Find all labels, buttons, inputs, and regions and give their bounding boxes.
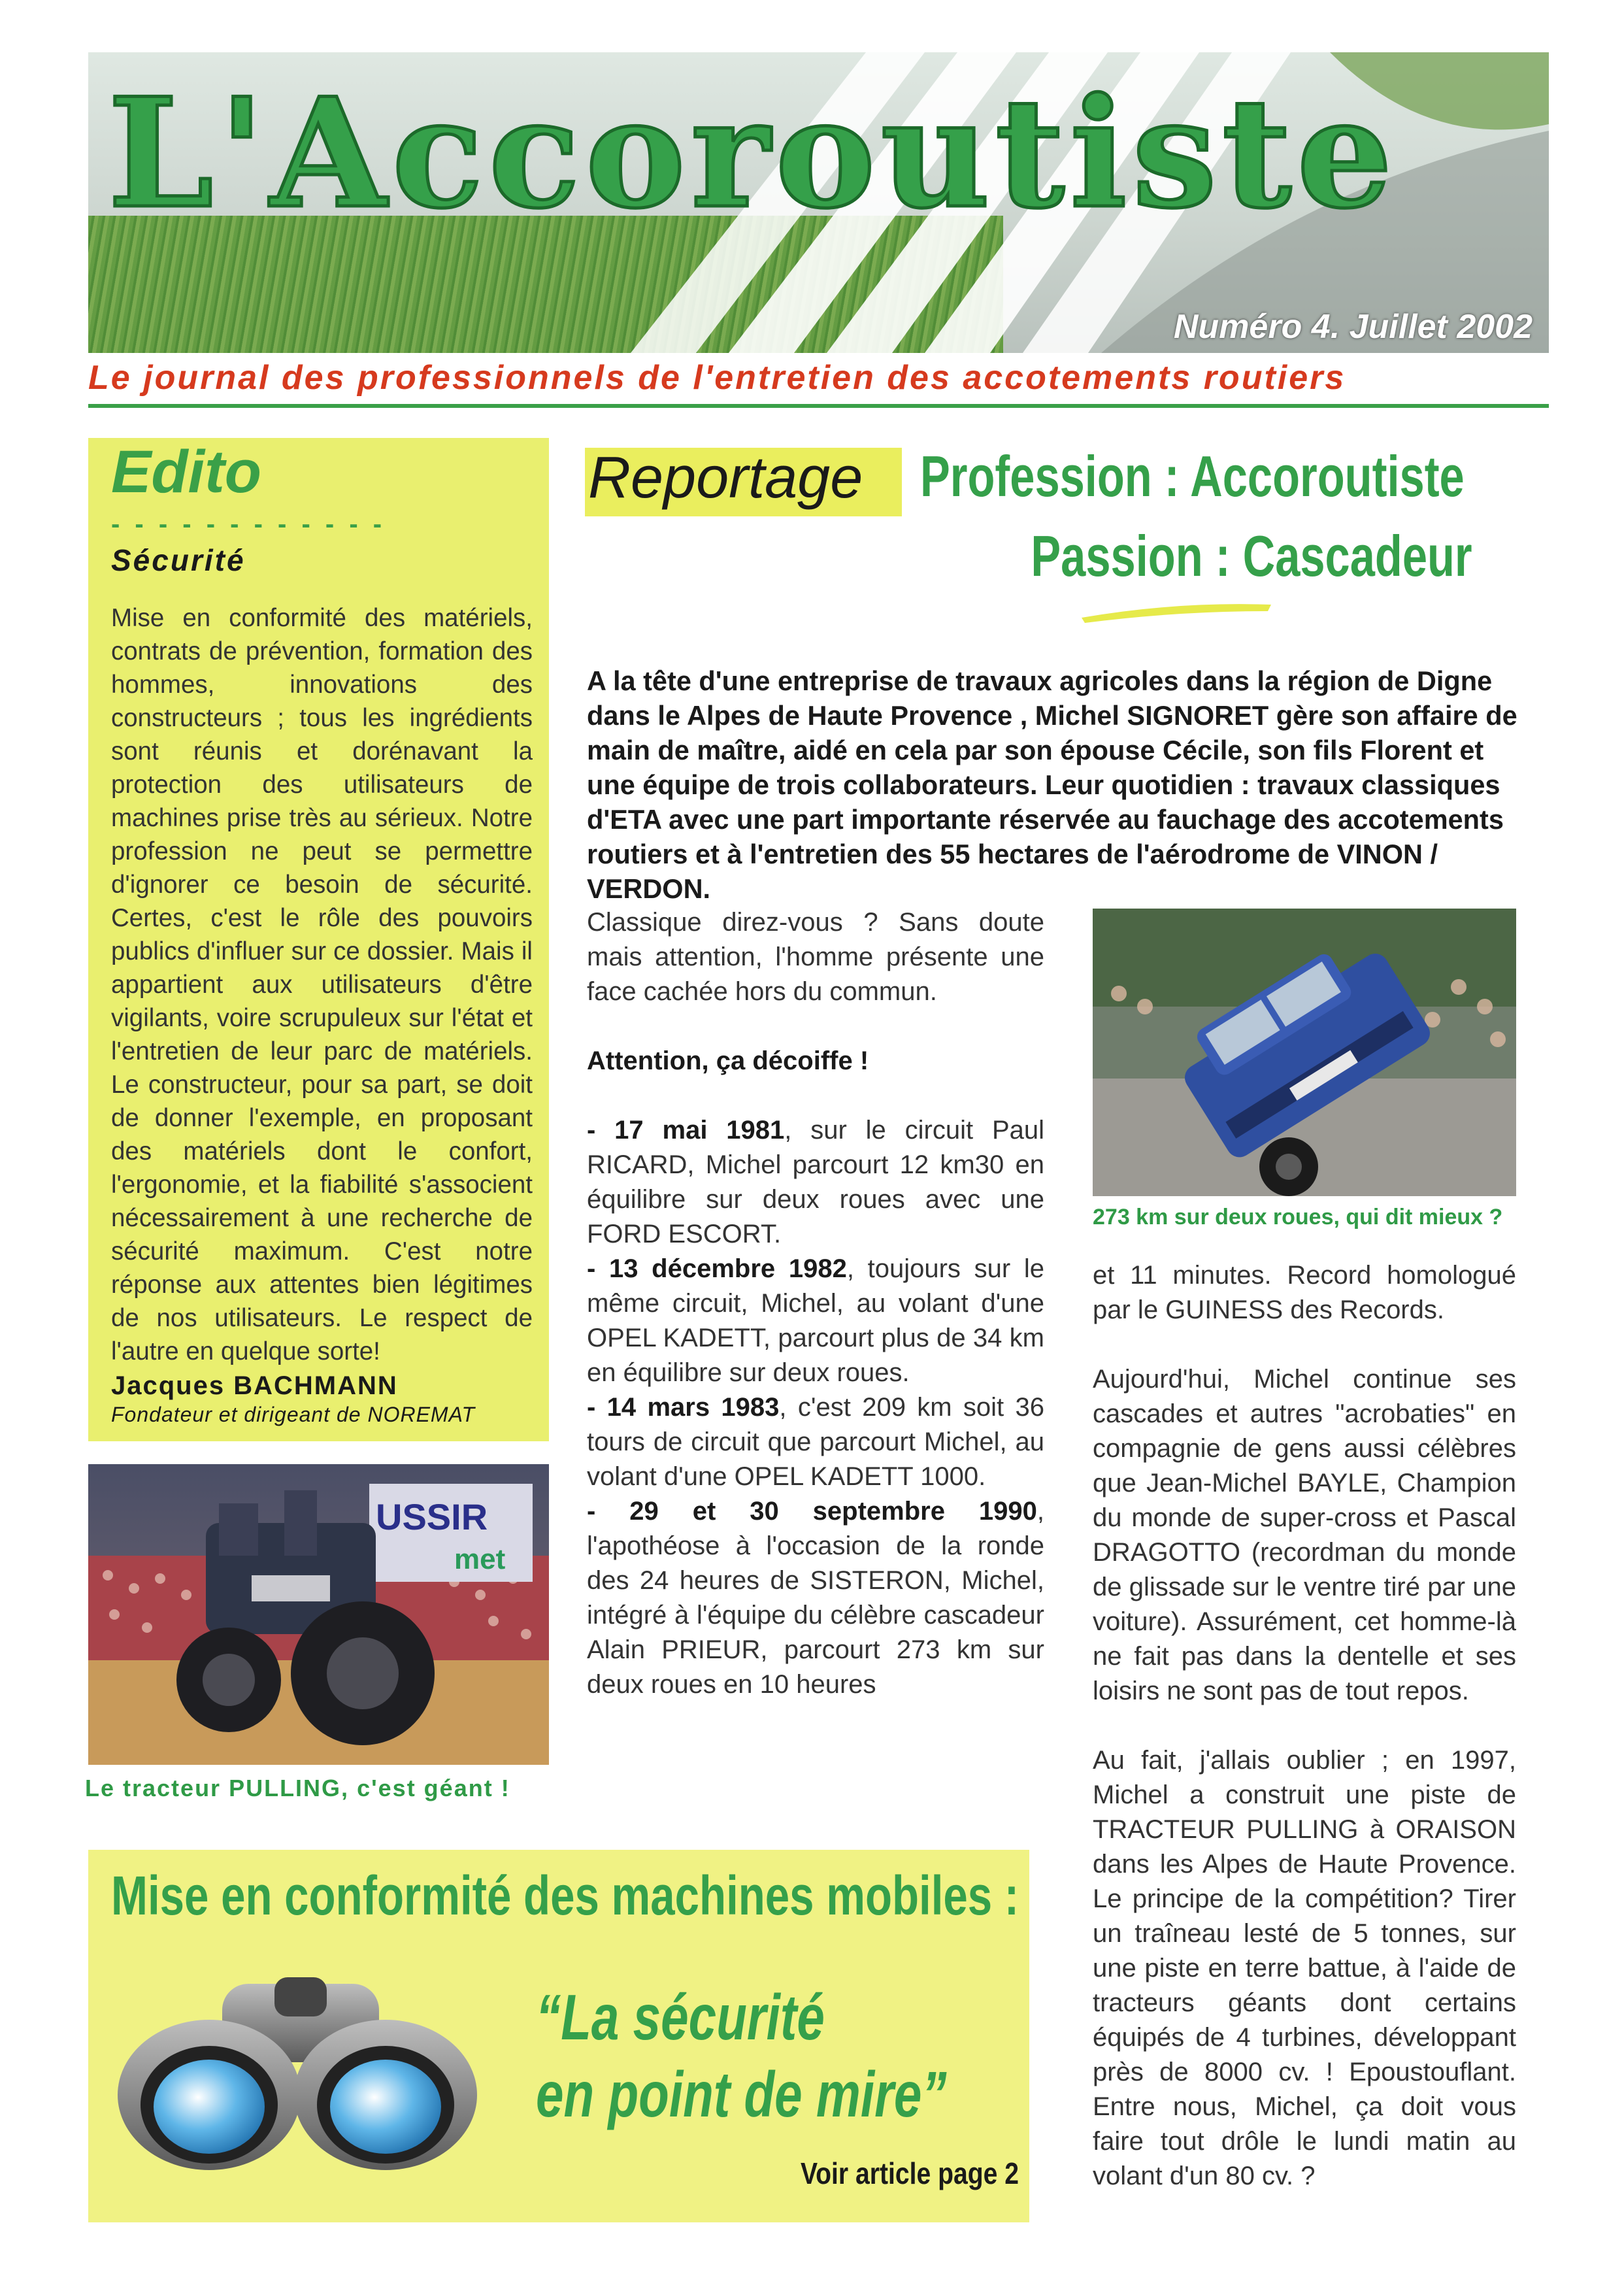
event-1 — [587, 1113, 1044, 1252]
mise-title: Mise en conformité des machines mobiles : — [111, 1865, 1019, 1926]
stunt-car-caption: 273 km sur deux roues, qui dit mieux ? — [1093, 1205, 1503, 1229]
edito-dashes: - - - - - - - - - - - - — [111, 510, 386, 539]
binoculars-icon — [111, 1964, 484, 2180]
masthead-banner — [88, 52, 1549, 353]
banner-text-2: met — [454, 1543, 506, 1575]
edito-author: Jacques BACHMANN — [111, 1371, 398, 1400]
issue-number: Numéro 4. Juillet 2002 — [1173, 308, 1533, 346]
event-4-date: - 29 et 30 septembre 1990 — [587, 1497, 1037, 1526]
tagline-rule — [88, 404, 1549, 408]
event-2 — [587, 1252, 1044, 1390]
edito-subtitle: Sécurité — [111, 543, 246, 577]
col1-subhead: Attention, ça décoiffe ! — [587, 1046, 869, 1075]
edito-body: Mise en conformité des matériels, contrats de prévention, formation des hommes, innovations des constructeurs ; tous les ingrédients sont réunis et dorénavant la protection des utilisateurs de machines prise très au sérieux. Notre profession ne peut se permettre d'ignorer ce besoin de sécurité. Certes, c'est le rôle des pouvoirs publics d'influer sur ce dossier. Mais il appartient aux utilisateurs d'être vigilants, voire scrupuleux sur l'état et l'entretien de leur parc de matériels. Le constructeur, pour sa part, se doit de donner l'exemple, en proposant des matériels dont le confort, l'ergonomie, et la fiabilité s'associent nécessairement à une recherche de sécurité maximum. C'est notre réponse aux attentes bien légitimes de nos utilisateurs. Le respect de l'autre en quelque sorte! — [111, 604, 533, 1365]
col1-paragraph-1: Classique direz-vous ? Sans doute mais attention, l'homme présente une face cachée hors du commun. — [587, 908, 1044, 1006]
edito-title: Edito — [111, 439, 261, 505]
stunt-car-photo — [1093, 909, 1516, 1196]
reportage-label: Reportage — [588, 445, 863, 510]
yellow-swoosh — [1078, 598, 1274, 624]
see-article-link[interactable]: Voir article page 2 — [801, 2156, 1019, 2190]
event-3 — [587, 1390, 1044, 1494]
quote-line-2: en point de mire” — [536, 2058, 947, 2130]
event-3-date: - 14 mars 1983 — [587, 1393, 780, 1422]
headline-line-2: Passion : Cascadeur — [1031, 524, 1472, 588]
reportage-intro: A la tête d'une entreprise de travaux agricoles dans la région de Digne dans le Alpes de Haute Provence , Michel SIGNORET gère son affaire de main de maître, aidé en cela par son épouse Cécile, son fils Florent et une équipe de trois collaborateurs. Leur quotidien : travaux classiques d'ETA avec une part importante réservée au fauchage des accotements routiers et à l'entretien des 55 hectares de l'aérodrome de VINON / VERDON. — [587, 665, 1517, 904]
quote-line-1: “La sécurité — [536, 1981, 825, 2053]
col2-paragraph-3: Au fait, j'allais oublier ; en 1997, Michel a construit une piste de TRACTEUR PULLING à ORAISON dans les Alpes de Haute Provence. Le principe de la compétition? Tirer un traîneau lesté de 5 tonnes, sur une piste en terre battue, à l'aide de tracteurs géants dont certains équipés de 4 turbines, développant près de 8000 cv. ! Epoustouflant. Entre nous, Michel, ça doit vous faire tout drôle le lundi matin au volant d'un 80 cv. ? — [1093, 1746, 1516, 2190]
banner-text: USSIR — [376, 1496, 488, 1537]
event-2-text: , toujours sur le même circuit, Michel, au volant d'une OPEL KADETT, parcourt plus de 34 km en équilibre sur deux roues. — [587, 1254, 1044, 1387]
event-1-text: , sur le circuit Paul RICARD, Michel parcourt 12 km30 en équilibre sur deux roues avec une FORD ESCORT. — [587, 1116, 1045, 1248]
masthead-tagline: Le journal des professionnels de l'entretien des accotements routiers — [88, 359, 1346, 397]
event-4-text: , l'apothéose à l'occasion de la ronde des 24 heures de SISTERON, Michel, intégré à l'équipe du célèbre cascadeur Alain PRIEUR, parcourt 273 km sur deux roues en 10 heures — [587, 1497, 1044, 1699]
tractor-pulling-photo — [88, 1464, 549, 1765]
event-1-date: - 17 mai 1981 — [587, 1116, 785, 1145]
article-column-2 — [1093, 1258, 1516, 2194]
article-column-1 — [587, 905, 1044, 1702]
edito-author-role: Fondateur et dirigeant de NOREMAT — [111, 1403, 476, 1426]
edito-box — [88, 438, 549, 1441]
masthead-title: L'Accoroutiste — [108, 65, 1398, 242]
headline-line-1: Profession : Accoroutiste — [920, 444, 1465, 509]
tractor-photo-caption: Le tracteur PULLING, c'est géant ! — [85, 1775, 510, 1801]
event-2-date: - 13 décembre 1982 — [587, 1254, 847, 1283]
event-4 — [587, 1494, 1044, 1702]
event-3-text: , c'est 209 km soit 36 tours de circuit que parcourt Michel, au volant d'une OPEL KADETT 1000. — [587, 1393, 1044, 1491]
col2-paragraph-1: et 11 minutes. Record homologué par le GUINESS des Records. — [1093, 1261, 1516, 1324]
col2-paragraph-2: Aujourd'hui, Michel continue ses cascades et autres "acrobaties" en compagnie de gens aussi célèbres que Jean-Michel BAYLE, Champion du monde de super-cross et Pascal DRAGOTTO (recordman du monde de glissade sur le ventre tiré par une voiture). Assurément, cet homme-là ne fait pas dans la dentelle et ses loisirs ne sont pas de tout repos. — [1093, 1365, 1516, 1705]
